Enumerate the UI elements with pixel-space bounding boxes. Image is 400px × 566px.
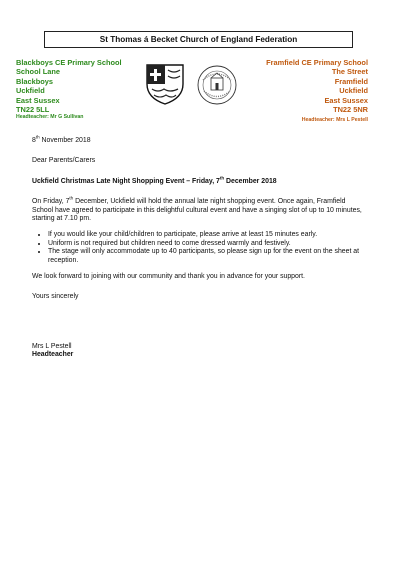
left-school-address-line: East Sussex (16, 95, 60, 105)
right-school-block (238, 58, 368, 114)
paragraph-closing: We look forward to joining with our community and thank you in advance for your support. (32, 273, 305, 281)
right-headteacher: Headteacher: Mrs L Pestell (301, 117, 368, 123)
signatory-name: Mrs L Pestell (32, 342, 72, 350)
right-school-address-line: Uckfield (339, 86, 368, 96)
letter-subject: Uckfield Christmas Late Night Shopping Event – Friday, 7th December 2018 (32, 175, 277, 185)
salutation: Dear Parents/Carers (32, 157, 96, 165)
right-school-name: Framfield CE Primary School (266, 58, 368, 67)
left-school-address-line: Blackboys (16, 76, 53, 86)
left-school-address-line: Uckfield (16, 86, 45, 96)
right-school-address-line: Framfield (334, 76, 368, 86)
framfield-seal-logo (195, 64, 239, 106)
signatory-title: Headteacher (32, 351, 74, 359)
left-school-name: Blackboys CE Primary School (16, 58, 122, 67)
federation-title: St Thomas á Becket Church of England Federation (44, 31, 353, 48)
signoff: Yours sincerely (32, 293, 79, 301)
right-school-address-line: The Street (331, 67, 368, 77)
list-item: • Uniform is not required but children need to come dressed warmly and festively. (48, 240, 365, 248)
left-school-address-line: TN22 5LL (16, 105, 50, 115)
letter-date: 8th November 2018 (32, 134, 91, 144)
paragraph-intro: On Friday, 7th December, Uckfield will hold the annual late night shopping event. Once again, Framfield School have agreed to participate in this delightful cultural event and have a singing slot of up to 10 minutes, starting at 7.10 pm. (32, 195, 362, 223)
right-school-address-line: TN22 5NR (333, 105, 368, 115)
left-school-address-line: School Lane (16, 67, 60, 77)
right-school-address-line: East Sussex (324, 95, 368, 105)
letter-body (32, 134, 365, 360)
blackboys-crest-logo (144, 62, 186, 106)
left-school-block (16, 58, 146, 114)
list-item: • If you would like your child/children to participate, please arrive at least 15 minutes early. (48, 231, 365, 239)
instructions-list (32, 231, 365, 265)
list-item: • The stage will only accommodate up to 40 participants, so please sign up for the event on the sheet at reception. (48, 248, 365, 265)
left-headteacher: Headteacher: Mr G Sullivan (16, 114, 84, 120)
